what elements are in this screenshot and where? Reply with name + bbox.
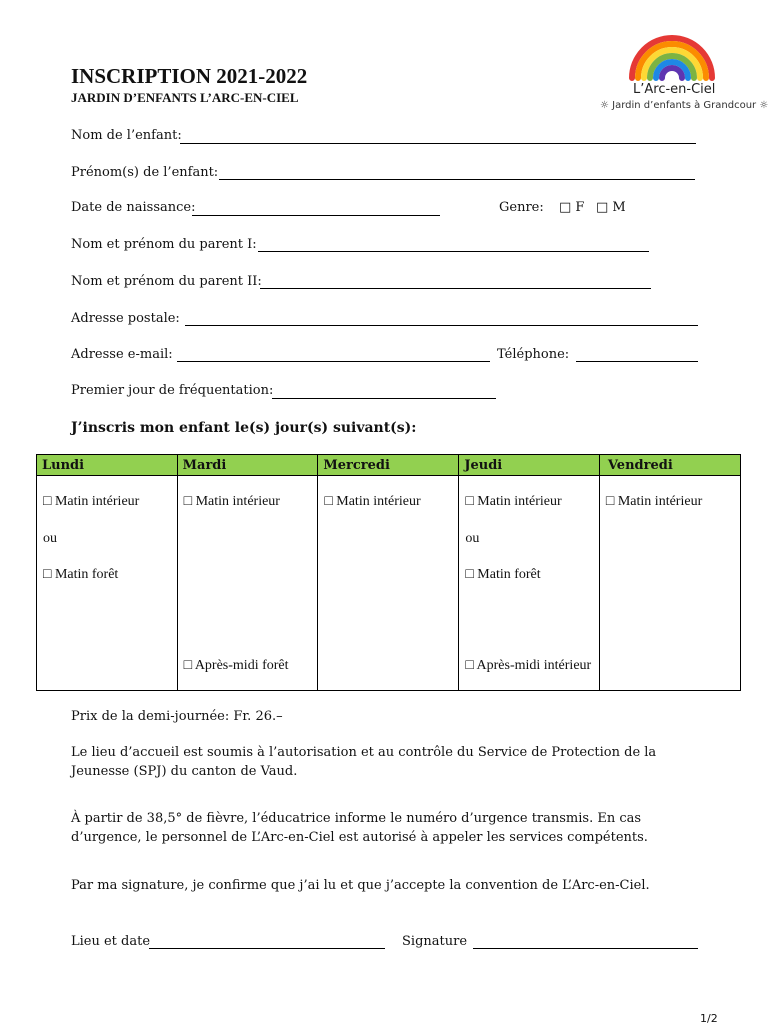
parent1-field[interactable] (258, 251, 649, 252)
schedule-header-row (37, 455, 741, 476)
schedule-table (36, 454, 741, 691)
document-title: INSCRIPTION 2021-2022 (71, 64, 308, 88)
child-name-label: Nom de l’enfant: (71, 128, 182, 143)
day-header-mercredi: Mercredi (318, 455, 459, 476)
lundi-or-text: ou (43, 531, 57, 546)
logo-tagline: ☼ Jardin d’enfants à Grandcour ☼ (600, 100, 769, 111)
birthdate-label: Date de naissance: (71, 200, 196, 215)
day-header-jeudi: Jeudi (459, 455, 600, 476)
gender-m-checkbox[interactable]: □ M (596, 200, 626, 215)
mardi-matin-interieur-checkbox[interactable]: □ Matin intérieur (183, 494, 280, 509)
signature-note-text: Par ma signature, je confirme que j’ai lu et que j’accepte la convention de L’Arc-en-Ciel. (71, 878, 650, 893)
birthdate-field[interactable] (192, 215, 440, 216)
cell-lundi (37, 476, 178, 691)
email-label: Adresse e-mail: (71, 347, 173, 362)
place-date-field[interactable] (149, 948, 385, 949)
signature-label: Signature (402, 934, 468, 949)
document-subtitle: JARDIN D’ENFANTS L’ARC-EN-CIEL (71, 90, 299, 105)
vendredi-matin-interieur-checkbox[interactable]: □ Matin intérieur (605, 494, 703, 509)
cell-mercredi (318, 476, 459, 691)
cell-vendredi (599, 476, 740, 691)
parent2-label: Nom et prénom du parent II: (71, 274, 262, 289)
jeudi-apres-midi-interieur-checkbox[interactable]: □ Après-midi intérieur (465, 658, 592, 673)
jeudi-matin-interieur-checkbox[interactable]: □ Matin intérieur (465, 494, 562, 509)
cell-mardi (177, 476, 318, 691)
email-field[interactable] (177, 361, 490, 362)
gender-f-checkbox[interactable]: □ F (559, 200, 585, 215)
price-text: Prix de la demi-journée: Fr. 26.– (71, 709, 283, 724)
gender-label: Genre: (499, 200, 544, 215)
fever-text: À partir de 38,5° de fièvre, l’éducatrice informe le numéro d’urgence transmis. En cas d’urgence, le personnel de L’Arc-en-Ciel est autorisé à appeler les services compétents. (71, 811, 648, 845)
mardi-apres-midi-foret-checkbox[interactable]: □ Après-midi forêt (183, 658, 289, 673)
day-header-mardi: Mardi (177, 455, 318, 476)
page-number: 1/2 (700, 1012, 718, 1025)
schedule-options-row (37, 476, 741, 691)
first-day-label: Premier jour de fréquentation: (71, 383, 274, 398)
lundi-matin-interieur-checkbox[interactable]: □ Matin intérieur (43, 494, 140, 509)
place-date-label: Lieu et date (71, 934, 151, 949)
signature-field[interactable] (473, 948, 698, 949)
lundi-matin-foret-checkbox[interactable]: □ Matin forêt (43, 567, 119, 582)
parent1-label: Nom et prénom du parent I: (71, 237, 257, 252)
authority-text: Le lieu d’accueil est soumis à l’autorisation et au contrôle du Service de Protection de la Jeunesse (SPJ) du canton de Vaud. (71, 745, 657, 779)
cell-jeudi (459, 476, 600, 691)
first-day-field[interactable] (272, 398, 496, 399)
child-firstname-field[interactable] (219, 179, 695, 180)
phone-field[interactable] (576, 361, 698, 362)
child-name-field[interactable] (180, 143, 696, 144)
address-label: Adresse postale: (71, 311, 180, 326)
day-header-lundi: Lundi (37, 455, 178, 476)
rainbow-arc (662, 68, 682, 78)
parent2-field[interactable] (260, 288, 651, 289)
mercredi-matin-interieur-checkbox[interactable]: □ Matin intérieur (324, 494, 421, 509)
day-header-vendredi: Vendredi (599, 455, 740, 476)
schedule-heading: J’inscris mon enfant le(s) jour(s) suivant(s): (71, 420, 417, 436)
logo-name: L’Arc-en-Ciel (633, 82, 716, 97)
jeudi-or-text: ou (465, 531, 480, 546)
address-field[interactable] (185, 325, 698, 326)
jeudi-matin-foret-checkbox[interactable]: □ Matin forêt (465, 567, 541, 582)
child-firstname-label: Prénom(s) de l’enfant: (71, 165, 219, 180)
phone-label: Téléphone: (497, 347, 570, 362)
